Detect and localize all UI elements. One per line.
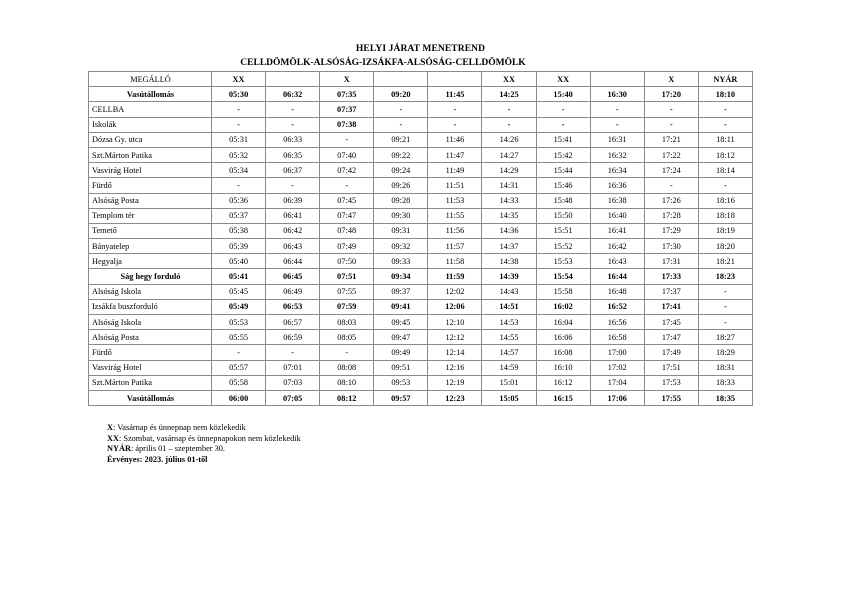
departure-time: 09:21 xyxy=(374,132,428,147)
departure-time: 05:36 xyxy=(212,193,266,208)
departure-time: 15:48 xyxy=(536,193,590,208)
departure-time: - xyxy=(428,102,482,117)
departure-time: 06:39 xyxy=(266,193,320,208)
departure-time: - xyxy=(698,315,752,330)
departure-time: 09:22 xyxy=(374,147,428,162)
stop-name: Alsóság Posta xyxy=(89,193,212,208)
departure-time: 14:37 xyxy=(482,239,536,254)
departure-time: 09:26 xyxy=(374,178,428,193)
departure-time: 09:31 xyxy=(374,223,428,238)
route-subtitle: CELLDÖMÖLK-ALSÓSÁG-IZSÁKFA-ALSÓSÁG-CELLDÖMÖLK xyxy=(240,58,526,68)
departure-time: 09:37 xyxy=(374,284,428,299)
departure-time: 07:03 xyxy=(266,375,320,390)
departure-time: 09:49 xyxy=(374,345,428,360)
stop-name: Alsóság Iskola xyxy=(89,284,212,299)
table-row xyxy=(89,102,753,117)
legend-notes xyxy=(107,423,301,465)
stop-name: Bányatelep xyxy=(89,239,212,254)
stop-name: Alsóság Iskola xyxy=(89,315,212,330)
departure-time: 16:38 xyxy=(590,193,644,208)
departure-time: 15:01 xyxy=(482,375,536,390)
column-header: XX xyxy=(536,72,590,87)
departure-time: 18:10 xyxy=(698,87,752,102)
departure-time: 14:57 xyxy=(482,345,536,360)
departure-time: 16:06 xyxy=(536,330,590,345)
legend-key: Érvényes: 2023. július 01-től xyxy=(107,454,208,464)
table-row xyxy=(89,178,753,193)
departure-time: - xyxy=(374,102,428,117)
departure-time: - xyxy=(482,117,536,132)
departure-time: 05:38 xyxy=(212,223,266,238)
departure-time: 15:54 xyxy=(536,269,590,284)
departure-time: 06:44 xyxy=(266,254,320,269)
departure-time: 15:41 xyxy=(536,132,590,147)
departure-time: - xyxy=(266,345,320,360)
departure-time: 17:06 xyxy=(590,390,644,405)
departure-time: 11:47 xyxy=(428,147,482,162)
departure-time: 09:53 xyxy=(374,375,428,390)
departure-time: - xyxy=(428,117,482,132)
header-row xyxy=(89,72,753,87)
departure-time: 14:59 xyxy=(482,360,536,375)
stop-name: Hegyalja xyxy=(89,254,212,269)
stop-name: Vasútállomás xyxy=(89,87,212,102)
departure-time: 15:51 xyxy=(536,223,590,238)
departure-time: 07:37 xyxy=(320,102,374,117)
departure-time: 11:56 xyxy=(428,223,482,238)
stop-column-header: MEGÁLLÓ xyxy=(89,72,212,87)
departure-time: 18:12 xyxy=(698,147,752,162)
column-header xyxy=(590,72,644,87)
departure-time: 14:31 xyxy=(482,178,536,193)
departure-time: 14:26 xyxy=(482,132,536,147)
departure-time: 05:58 xyxy=(212,375,266,390)
legend-note xyxy=(107,444,301,455)
departure-time: 07:59 xyxy=(320,299,374,314)
legend-text: : április 01 – szeptember 30. xyxy=(130,444,225,454)
stop-name: Iskolák xyxy=(89,117,212,132)
departure-time: 06:43 xyxy=(266,239,320,254)
departure-time: 14:39 xyxy=(482,269,536,284)
column-header: XX xyxy=(212,72,266,87)
departure-time: 05:41 xyxy=(212,269,266,284)
departure-time: 08:03 xyxy=(320,315,374,330)
departure-time: 16:44 xyxy=(590,269,644,284)
departure-time: 15:42 xyxy=(536,147,590,162)
departure-time: 17:30 xyxy=(644,239,698,254)
departure-time: - xyxy=(212,102,266,117)
departure-time: 11:57 xyxy=(428,239,482,254)
departure-time: 17:37 xyxy=(644,284,698,299)
departure-time: 05:30 xyxy=(212,87,266,102)
departure-time: 07:47 xyxy=(320,208,374,223)
table-row xyxy=(89,163,753,178)
table-row xyxy=(89,208,753,223)
departure-time: - xyxy=(644,178,698,193)
stop-name: Fürdő xyxy=(89,178,212,193)
table-row xyxy=(89,117,753,132)
legend-note xyxy=(107,455,301,466)
departure-time: 06:00 xyxy=(212,390,266,405)
departure-time: 06:37 xyxy=(266,163,320,178)
departure-time: 18:23 xyxy=(698,269,752,284)
departure-time: 08:05 xyxy=(320,330,374,345)
departure-time: 09:47 xyxy=(374,330,428,345)
departure-time: 07:40 xyxy=(320,147,374,162)
departure-time: 14:55 xyxy=(482,330,536,345)
departure-time: 17:28 xyxy=(644,208,698,223)
table-row xyxy=(89,269,753,284)
departure-time: - xyxy=(590,102,644,117)
departure-time: 16:48 xyxy=(590,284,644,299)
departure-time: 15:58 xyxy=(536,284,590,299)
stop-name: Szt.Márton Patika xyxy=(89,147,212,162)
stop-name: Ság hegy forduló xyxy=(89,269,212,284)
departure-time: 11:58 xyxy=(428,254,482,269)
departure-time: 07:42 xyxy=(320,163,374,178)
departure-time: 18:33 xyxy=(698,375,752,390)
departure-time: 14:53 xyxy=(482,315,536,330)
departure-time: 17:02 xyxy=(590,360,644,375)
departure-time: - xyxy=(644,117,698,132)
column-header xyxy=(374,72,428,87)
table-row xyxy=(89,254,753,269)
departure-time: 17:53 xyxy=(644,375,698,390)
departure-time: 08:12 xyxy=(320,390,374,405)
departure-time: 05:45 xyxy=(212,284,266,299)
table-row xyxy=(89,223,753,238)
departure-time: 15:52 xyxy=(536,239,590,254)
departure-time: 12:10 xyxy=(428,315,482,330)
departure-time: 17:49 xyxy=(644,345,698,360)
departure-time: 18:27 xyxy=(698,330,752,345)
departure-time: 05:31 xyxy=(212,132,266,147)
departure-time: 18:11 xyxy=(698,132,752,147)
legend-key: XX xyxy=(107,433,119,443)
departure-time: 05:53 xyxy=(212,315,266,330)
departure-time: 18:21 xyxy=(698,254,752,269)
departure-time: 16:56 xyxy=(590,315,644,330)
departure-time: - xyxy=(266,178,320,193)
departure-time: 16:04 xyxy=(536,315,590,330)
stop-name: Alsóság Posta xyxy=(89,330,212,345)
departure-time: - xyxy=(536,117,590,132)
departure-time: 17:00 xyxy=(590,345,644,360)
departure-time: 17:33 xyxy=(644,269,698,284)
departure-time: - xyxy=(212,117,266,132)
departure-time: 16:41 xyxy=(590,223,644,238)
stop-name: Vasútállomás xyxy=(89,390,212,405)
stop-name: Vasvirág Hotel xyxy=(89,163,212,178)
table-row xyxy=(89,132,753,147)
column-header: X xyxy=(644,72,698,87)
departure-time: 06:45 xyxy=(266,269,320,284)
stop-name: Vasvirág Hotel xyxy=(89,360,212,375)
departure-time: 14:25 xyxy=(482,87,536,102)
departure-time: 08:10 xyxy=(320,375,374,390)
departure-time: 14:29 xyxy=(482,163,536,178)
departure-time: 16:32 xyxy=(590,147,644,162)
departure-time: 09:34 xyxy=(374,269,428,284)
departure-time: 09:51 xyxy=(374,360,428,375)
legend-note xyxy=(107,434,301,445)
departure-time: 14:38 xyxy=(482,254,536,269)
departure-time: 12:12 xyxy=(428,330,482,345)
departure-time: 16:42 xyxy=(590,239,644,254)
legend-key: X xyxy=(107,423,113,432)
timetable xyxy=(88,71,753,406)
departure-time: 18:14 xyxy=(698,163,752,178)
departure-time: - xyxy=(698,299,752,314)
column-header xyxy=(428,72,482,87)
table-row xyxy=(89,330,753,345)
departure-time: 15:53 xyxy=(536,254,590,269)
departure-time: - xyxy=(482,102,536,117)
departure-time: 18:19 xyxy=(698,223,752,238)
departure-time: 16:36 xyxy=(590,178,644,193)
departure-time: 16:15 xyxy=(536,390,590,405)
departure-time: 15:50 xyxy=(536,208,590,223)
departure-time: - xyxy=(698,284,752,299)
stop-name: Szt.Márton Patika xyxy=(89,375,212,390)
departure-time: 09:28 xyxy=(374,193,428,208)
departure-time: 17:22 xyxy=(644,147,698,162)
departure-time: 05:55 xyxy=(212,330,266,345)
departure-time: 14:36 xyxy=(482,223,536,238)
departure-time: 14:33 xyxy=(482,193,536,208)
departure-time: 09:30 xyxy=(374,208,428,223)
departure-time: 05:40 xyxy=(212,254,266,269)
departure-time: 07:48 xyxy=(320,223,374,238)
stop-name: Temető xyxy=(89,223,212,238)
departure-time: 15:05 xyxy=(482,390,536,405)
legend-key: NYÁR xyxy=(107,444,131,454)
table-row xyxy=(89,315,753,330)
departure-time: 05:39 xyxy=(212,239,266,254)
timetable-title: HELYI JÁRAT MENETREND xyxy=(355,44,486,54)
departure-time: 07:55 xyxy=(320,284,374,299)
departure-time: 09:32 xyxy=(374,239,428,254)
departure-time: 16:02 xyxy=(536,299,590,314)
departure-time: 14:35 xyxy=(482,208,536,223)
departure-time: 16:31 xyxy=(590,132,644,147)
legend-text: : Szombat, vasárnap és ünnepnapokon nem közlekedik xyxy=(118,433,301,443)
departure-time: 17:04 xyxy=(590,375,644,390)
departure-time: - xyxy=(698,178,752,193)
departure-time: - xyxy=(644,102,698,117)
departure-time: 14:51 xyxy=(482,299,536,314)
departure-time: 11:59 xyxy=(428,269,482,284)
departure-time: 07:38 xyxy=(320,117,374,132)
stop-name: Dózsa Gy. utca xyxy=(89,132,212,147)
column-header xyxy=(266,72,320,87)
departure-time: 16:34 xyxy=(590,163,644,178)
table-row xyxy=(89,345,753,360)
departure-time: 17:31 xyxy=(644,254,698,269)
departure-time: 11:45 xyxy=(428,87,482,102)
departure-time: 15:46 xyxy=(536,178,590,193)
departure-time: 12:23 xyxy=(428,390,482,405)
departure-time: 17:47 xyxy=(644,330,698,345)
departure-time: 06:49 xyxy=(266,284,320,299)
departure-time: 06:59 xyxy=(266,330,320,345)
stop-name: Templom tér xyxy=(89,208,212,223)
departure-time: 16:30 xyxy=(590,87,644,102)
legend-text: : Vasárnap és ünnepnap nem közlekedik xyxy=(113,423,246,432)
departure-time: - xyxy=(320,345,374,360)
departure-time: 11:46 xyxy=(428,132,482,147)
departure-time: - xyxy=(698,102,752,117)
departure-time: 07:51 xyxy=(320,269,374,284)
departure-time: 16:08 xyxy=(536,345,590,360)
departure-time: 09:45 xyxy=(374,315,428,330)
departure-time: 07:50 xyxy=(320,254,374,269)
departure-time: 12:14 xyxy=(428,345,482,360)
table-row xyxy=(89,147,753,162)
departure-time: 07:45 xyxy=(320,193,374,208)
departure-time: 06:42 xyxy=(266,223,320,238)
departure-time: - xyxy=(320,178,374,193)
departure-time: 12:19 xyxy=(428,375,482,390)
departure-time: 17:20 xyxy=(644,87,698,102)
departure-time: 09:33 xyxy=(374,254,428,269)
departure-time: - xyxy=(590,117,644,132)
departure-time: 18:29 xyxy=(698,345,752,360)
departure-time: 16:12 xyxy=(536,375,590,390)
table-row xyxy=(89,390,753,405)
departure-time: - xyxy=(212,178,266,193)
departure-time: 17:26 xyxy=(644,193,698,208)
departure-time: 16:10 xyxy=(536,360,590,375)
departure-time: 06:32 xyxy=(266,87,320,102)
departure-time: 17:45 xyxy=(644,315,698,330)
departure-time: - xyxy=(374,117,428,132)
departure-time: 16:52 xyxy=(590,299,644,314)
departure-time: 06:41 xyxy=(266,208,320,223)
departure-time: 07:49 xyxy=(320,239,374,254)
legend-note xyxy=(107,423,301,434)
departure-time: 18:18 xyxy=(698,208,752,223)
departure-time: 06:33 xyxy=(266,132,320,147)
table-row xyxy=(89,360,753,375)
departure-time: 07:35 xyxy=(320,87,374,102)
departure-time: 17:29 xyxy=(644,223,698,238)
departure-time: 09:41 xyxy=(374,299,428,314)
table-row xyxy=(89,284,753,299)
departure-time: 05:49 xyxy=(212,299,266,314)
departure-time: - xyxy=(536,102,590,117)
departure-time: 16:40 xyxy=(590,208,644,223)
departure-time: 05:57 xyxy=(212,360,266,375)
departure-time: 05:37 xyxy=(212,208,266,223)
stop-name: Izsákfa buszforduló xyxy=(89,299,212,314)
table-row xyxy=(89,299,753,314)
table-row xyxy=(89,239,753,254)
departure-time: 17:51 xyxy=(644,360,698,375)
departure-time: 12:06 xyxy=(428,299,482,314)
column-header: X xyxy=(320,72,374,87)
departure-time: 17:24 xyxy=(644,163,698,178)
departure-time: - xyxy=(698,117,752,132)
departure-time: 11:49 xyxy=(428,163,482,178)
departure-time: 18:31 xyxy=(698,360,752,375)
departure-time: - xyxy=(266,117,320,132)
departure-time: 17:55 xyxy=(644,390,698,405)
departure-time: 07:05 xyxy=(266,390,320,405)
departure-time: - xyxy=(212,345,266,360)
departure-time: 05:34 xyxy=(212,163,266,178)
departure-time: 16:58 xyxy=(590,330,644,345)
departure-time: 09:57 xyxy=(374,390,428,405)
table-row xyxy=(89,87,753,102)
departure-time: 09:20 xyxy=(374,87,428,102)
departure-time: 12:02 xyxy=(428,284,482,299)
departure-time: 17:21 xyxy=(644,132,698,147)
departure-time: 14:43 xyxy=(482,284,536,299)
departure-time: 18:20 xyxy=(698,239,752,254)
departure-time: 11:55 xyxy=(428,208,482,223)
departure-time: 05:32 xyxy=(212,147,266,162)
departure-time: 06:53 xyxy=(266,299,320,314)
departure-time: 07:01 xyxy=(266,360,320,375)
table-row xyxy=(89,375,753,390)
departure-time: 11:53 xyxy=(428,193,482,208)
departure-time: 15:40 xyxy=(536,87,590,102)
stop-name: CELLBA xyxy=(89,102,212,117)
departure-time: 06:35 xyxy=(266,147,320,162)
stop-name: Fürdő xyxy=(89,345,212,360)
departure-time: 08:08 xyxy=(320,360,374,375)
departure-time: 09:24 xyxy=(374,163,428,178)
departure-time: 15:44 xyxy=(536,163,590,178)
departure-time: 14:27 xyxy=(482,147,536,162)
table-row xyxy=(89,193,753,208)
departure-time: 18:16 xyxy=(698,193,752,208)
column-header: XX xyxy=(482,72,536,87)
departure-time: 16:43 xyxy=(590,254,644,269)
departure-time: 18:35 xyxy=(698,390,752,405)
departure-time: 11:51 xyxy=(428,178,482,193)
column-header: NYÁR xyxy=(698,72,752,87)
departure-time: - xyxy=(266,102,320,117)
departure-time: 06:57 xyxy=(266,315,320,330)
departure-time: 12:16 xyxy=(428,360,482,375)
departure-time: - xyxy=(320,132,374,147)
departure-time: 17:41 xyxy=(644,299,698,314)
